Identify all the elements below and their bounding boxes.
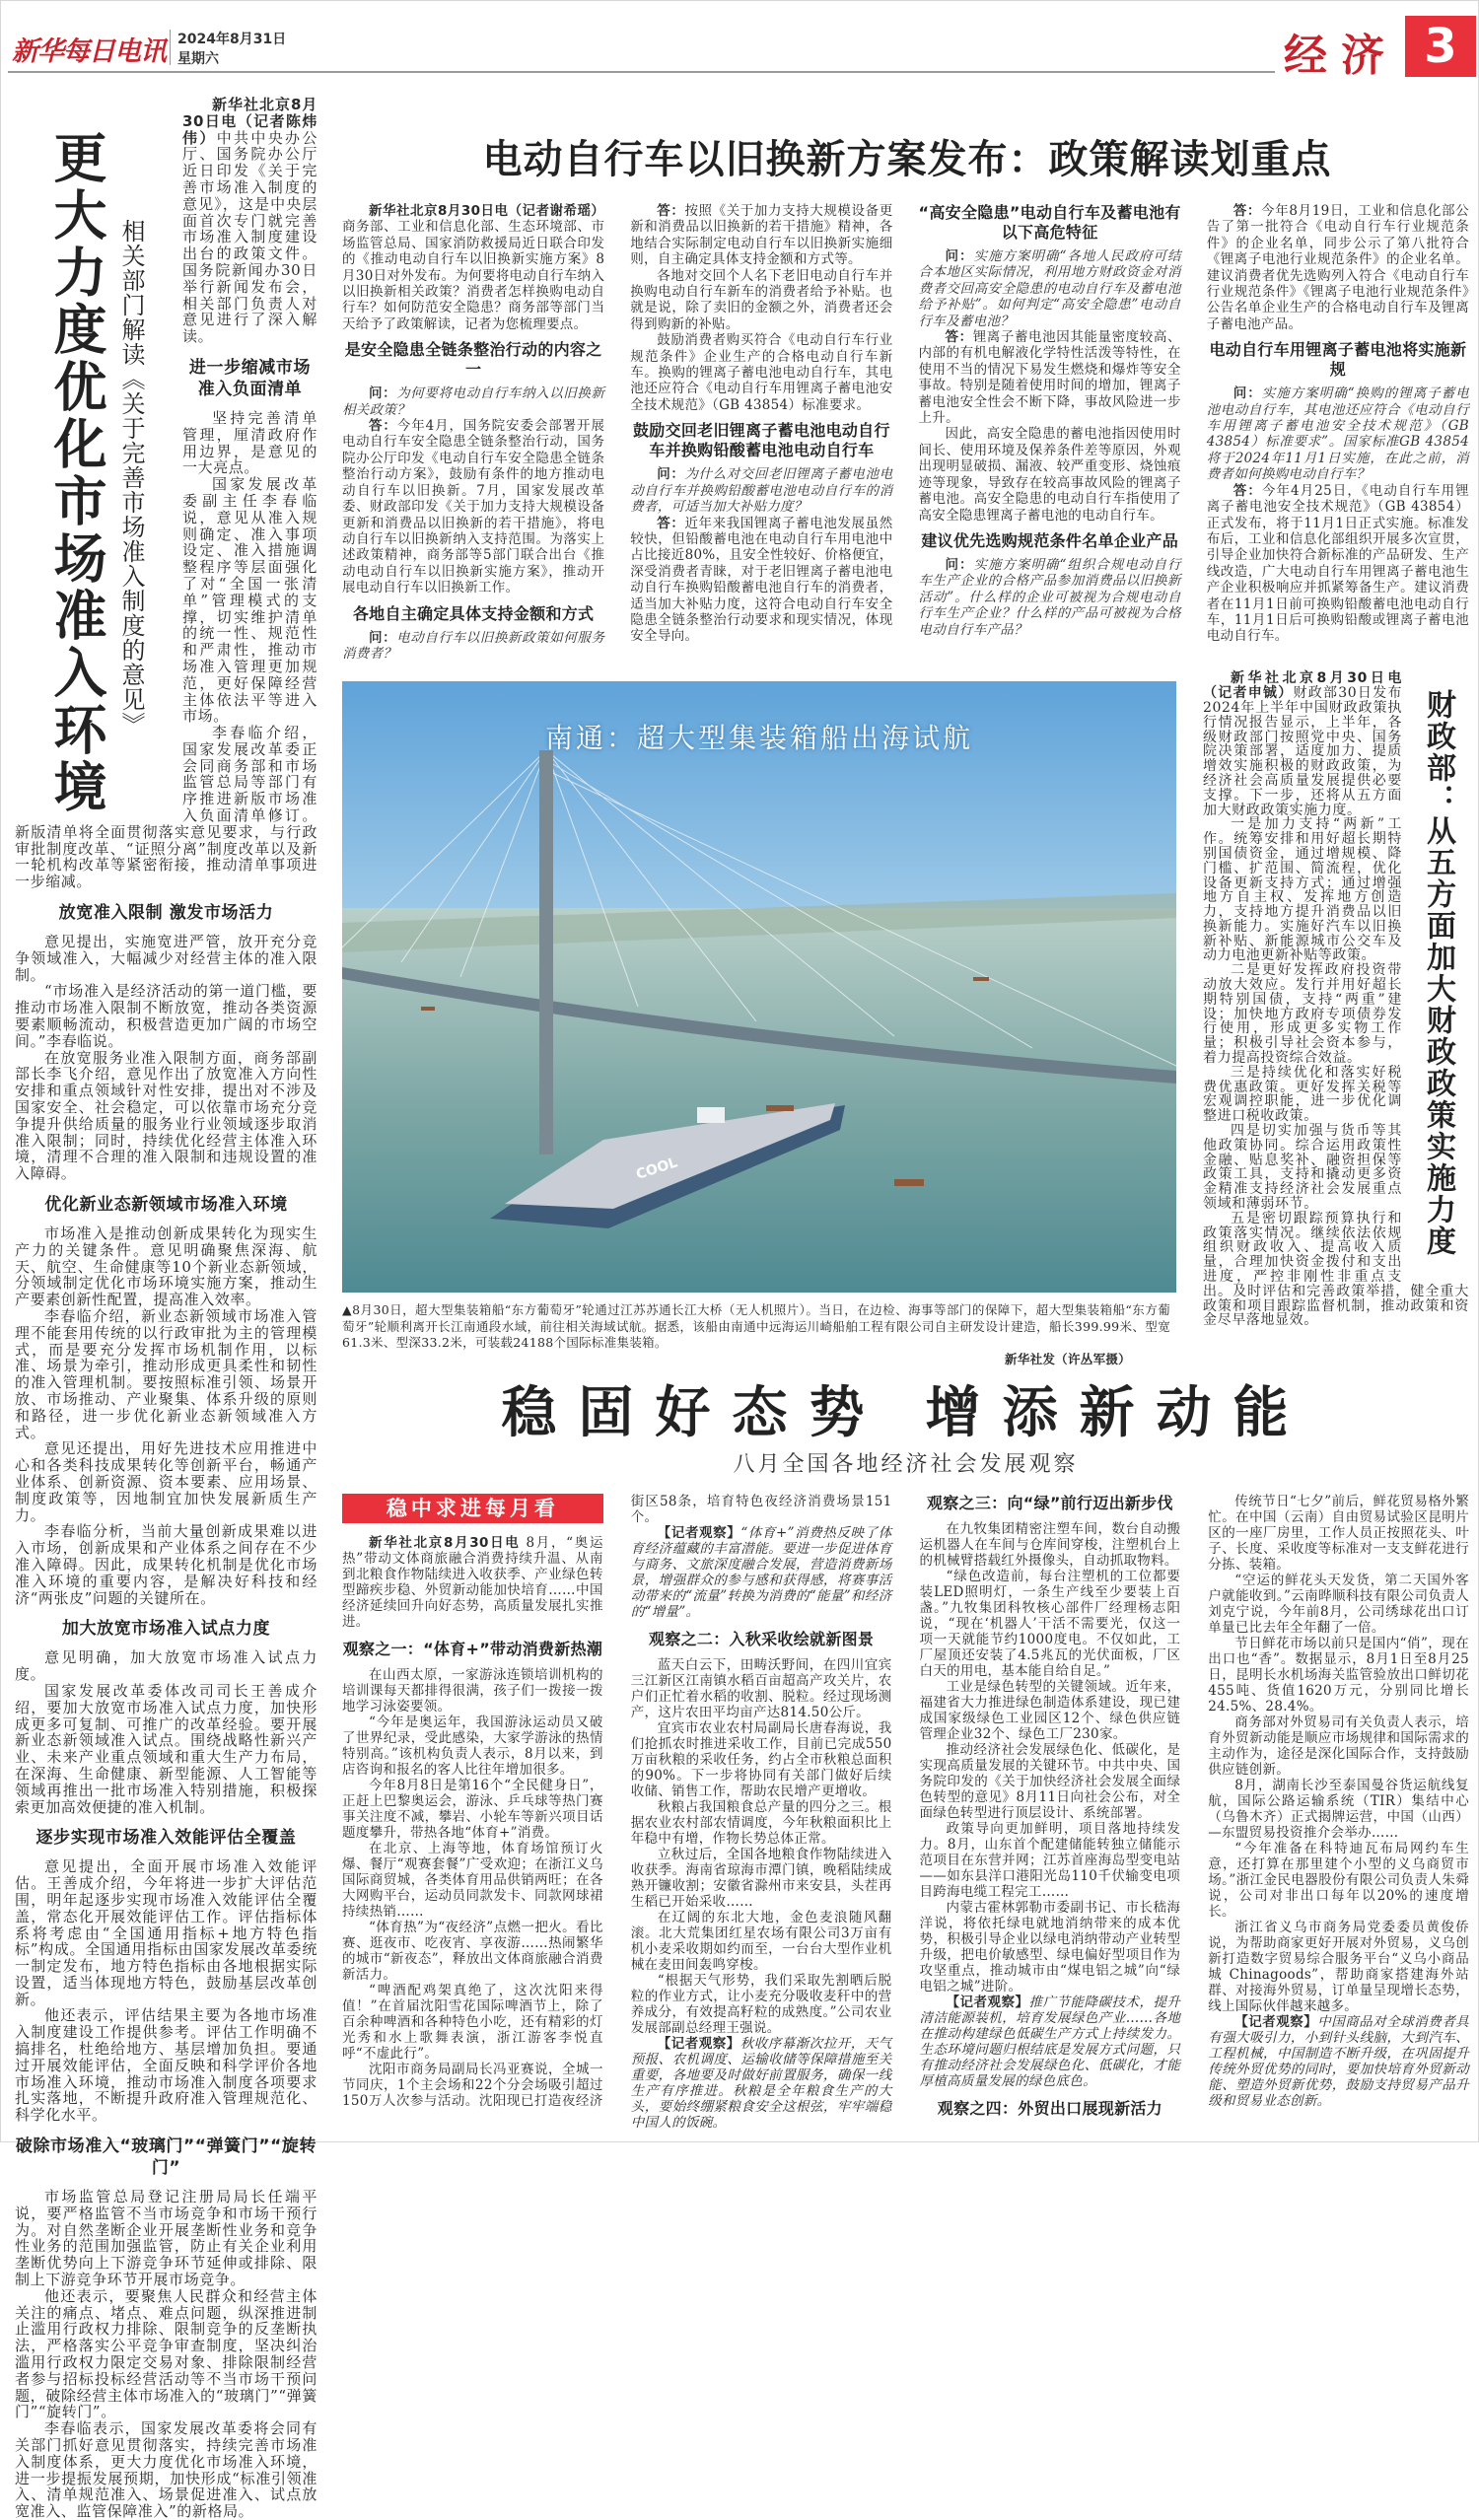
dateline-paragraph xyxy=(342,203,604,332)
section-heading xyxy=(15,1827,317,1849)
paragraph-text: 商务部、工业和信息化部、生态环境部、市场监管总局、国家消防救援局近日联合印发的《推动电动自行车以旧换新实施方案》8月30日对外发布。为何要将电动自行车纳入以旧换新相关政策？消费者怎样换购电动自行车？如何防范安全隐患？商务部等部门当天给予了政策解读，记者为您梳理要点。 xyxy=(342,219,605,332)
paragraph xyxy=(919,426,1181,523)
answer-paragraph xyxy=(1207,203,1469,332)
paragraph-text: “体育+”消费热反映了体育经济蕴藏的丰富潜能。要进一步促进体育与商务、文旅深度融合发展，营造消费新场景，增强群众的参与感和获得感，将赛事活动带来的“流量”转换为消费的“能量”和经济的“增量”。 xyxy=(630,1525,892,1621)
paragraph-text: 节日鲜花市场以前只是国内“俏”，现在出口也“香”。数据显示，8月1日至8月25日，昆明长水机场海关监管验放出口鲜切花455吨、货值1620万元，分别同比增长24.5%、28.4%。 xyxy=(1208,1636,1469,1715)
paragraph xyxy=(15,1225,317,1308)
photo-block xyxy=(342,681,1176,1367)
paragraph-text: 意见提出，全面开展市场准入效能评估。王善成介绍，今年将进一步扩大评估范围，明年起逐步实现市场准入效能评估全覆盖，常态化开展效能评估工作。评估指标体系将考虑由“全国通用指标+地方特色指标”构成。全国通用指标由国家发展改革委统一制定发布，地方特色指标由各地根据实际设置，适当体现地方特色，鼓励基层改革创新。 xyxy=(15,1857,317,2008)
paragraph xyxy=(15,1649,317,1683)
paragraph-text: 蓝天白云下，田畴沃野间，在四川宜宾三江新区江南镇水稻百亩超高产攻关片，农户们正忙着水稻的收割、脱粒。经过现场测产，这片农田平均亩产达814.50公斤。 xyxy=(630,1657,892,1721)
article-subheadline: 相关部门解读《关于完善市场准入制度的意见》 xyxy=(117,219,145,736)
question-paragraph xyxy=(919,557,1181,638)
finance-ministry-article xyxy=(1203,671,1469,1328)
paragraph-lead: 问： xyxy=(369,629,397,646)
paragraph-lead: 答： xyxy=(657,203,685,219)
paragraph xyxy=(15,1050,317,1182)
paragraph-text: 工业是绿色转型的关键领域。近年来，福建省大力推进绿色制造体系建设，现已建成国家级绿色工业园区12个、绿色供应链管理企业32个、绿色工厂230家。 xyxy=(919,1679,1181,1743)
paragraph xyxy=(920,1900,1181,1995)
paragraph-text: “啤酒配鸡架真绝了，这次沈阳来得值！”在首届沈阳雪花国际啤酒节上，除了百余种啤酒和各种特色小吃，还有精彩的灯光秀和水上歌舞表演，浙江游客李悦直呼“不虚此行”。 xyxy=(342,1983,603,2063)
paragraph-text: 锂离子蓄电池因其能量密度较高、内部的有机电解液化学特性活泼等特性，在使用不当的情况下易发生燃烧和爆炸等安全事故。特别是随着使用时间的增加，锂离子蓄电池安全性会不断下降，事故风险进一步上升。 xyxy=(918,329,1181,427)
newspaper-logo: 新华每日电讯 xyxy=(12,36,166,67)
paragraph-text: 放宽准入限制 激发市场活力 xyxy=(58,903,274,924)
paragraph-text: 按照《关于加力支持大规模设备更新和消费品以旧换新的若干措施》精神，各地结合实际制定电动自行车以旧换新实施细则，自主确定具体支持金额和方式等。 xyxy=(630,203,893,268)
paragraph-text: “市场准入是经济活动的第一道门槛，要推动市场准入限制不断放宽，推动各类资源要素顺畅流动，积极营造更加广阔的市场空间。”李春临说。 xyxy=(15,982,317,1050)
paragraph-text: 8月，“奥运热”带动文体商旅融合消费持续升温、从南到北粮食作物陆续进入收获季、产业绿色转型蹄疾步稳、外贸新动能加快培育……中国经济延续回升向好态势，高质量发展扎实推进。 xyxy=(342,1535,603,1631)
paragraph-lead: 【记者观察】 xyxy=(1234,2014,1318,2031)
paragraph-text: 在辽阔的东北大地，金色麦浪随风翻滚。北大荒集团红星农场有限公司3万亩有机小麦采收期如约而至，一台台大型作业机械在麦田间轰鸣穿梭。 xyxy=(630,1910,892,1974)
paragraph xyxy=(15,2288,317,2420)
paragraph-lead: 问： xyxy=(1232,385,1262,402)
paragraph xyxy=(631,1657,892,1720)
paragraph-text: 一是加力支持“两新”工作。统筹安排和用好超长期特别国债资金，通过增规模、降门槛、扩范围、简流程，优化设备更新支持方式；通过增强地方自主权、发挥地方创造力，支持地方提升消费品以旧换新能力。实施好汽车以旧换新补贴、新能源城市公交车及动力电池更新补贴等政策。 xyxy=(1203,816,1402,964)
photo-credit: 新华社发（许丛军摄） xyxy=(1004,1351,1131,1366)
photo-caption xyxy=(342,1302,1170,1367)
paragraph xyxy=(15,2007,317,2124)
paragraph-text: 二是更好发挥政府投资带动放大效应。发行并用好超长期特别国债，支持“两重”建设；加快地方政府专项债券发行使用，形成更多实物工作量；积极引导社会资本参与，着力提高投资综合效益。 xyxy=(1203,962,1402,1067)
bridge-ship-photo xyxy=(342,681,1176,1293)
paragraph-text: 浙江省义乌市商务局党委委员黄俊侨说，为帮助商家更好开展对外贸易，义乌创新打造数字贸易综合服务平台“义乌小商品城 Chinagoods”，帮助商家搭建海外站群、对接海外贸易，订单量呈现增长态势，线上国际伙伴越来越多。 xyxy=(1208,1920,1469,2015)
paragraph-text: 观察之二：入秋采收绘就新图景 xyxy=(649,1630,875,1649)
question-paragraph xyxy=(630,466,892,515)
paragraph-text: 优化新业态新领域市场准入环境 xyxy=(44,1195,288,1216)
paragraph xyxy=(15,934,317,983)
ev-article-body xyxy=(342,203,1469,662)
photo-overlay-title: 南通：超大型集装箱船出海试航 xyxy=(544,722,973,755)
paragraph-text: 中共中央办公厅、国务院办公厅近日印发《关于完善市场准入制度的意见》，这是中央层面首次专门就完善市场准入制度建设出台的政策文件。国务院新闻办30日举行新闻发布会，相关部门负责人对意见进行了深入解读。 xyxy=(182,128,317,346)
paragraph-text: 逐步实现市场准入效能评估全覆盖 xyxy=(35,1828,297,1849)
paragraph-text: 因此，高安全隐患的蓄电池指因使用时间长、使用环境及保养条件差等原因，外观出现明显破损、漏液、较严重变形、烧蚀痕迹等现象，导致存在较高事故风险的锂离子蓄电池。高安全隐患的电动自行车指使用了高安全隐患锂离子蓄电池的电动自行车。 xyxy=(918,426,1181,524)
paragraph-text: 实施方案明确“组织合规电动自行车生产企业的合格产品参加消费品以旧换新活动”。什么样的企业可被视为合规电动自行车生产企业？什么样的产品可被视为合格电动自行车产品？ xyxy=(918,556,1181,638)
paragraph xyxy=(342,1715,603,1778)
paragraph-text: 李春临表示，国家发展改革委将会同有关部门抓好意见贯彻落实，持续完善市场准入制度体系，更大力度优化市场准入环境，进一步提振发展预期，加快形成“标准引领准入、清单规范准入、场景促进准入、试点放宽准入、监管保障准入”的新格局。 xyxy=(15,2419,317,2520)
section-heading xyxy=(15,1194,317,1216)
paragraph-lead: 答： xyxy=(369,418,397,435)
paragraph-text: 沈阳市商务局副局长冯亚赛说，全城一节同庆，1个主会场和22个分会场吸引超过150万人次参与活动。沈阳现已打造夜经济街区58条，培育特色夜经济消费场景151个。 xyxy=(342,1494,892,2110)
dateline-paragraph xyxy=(342,1535,603,1630)
paragraph-text: “绿色改造前，每台注塑机的工位都要装LED照明灯，一条生产线至少要装上百盏。”九牧集团科牧核心部件厂经理杨志阳说，“现在‘机器人’干活不需要光，仅这一项一天就能节约1000度电。不仅如此，工厂屋顶还安装了4.5兆瓦的光伏面板，厂区白天的用电，基本能自给自足。” xyxy=(919,1569,1181,1680)
paragraph xyxy=(15,1523,317,1606)
paragraph xyxy=(631,1910,892,1973)
question-paragraph xyxy=(342,630,604,663)
paragraph-text: 近年来我国锂离子蓄电池发展虽然较快，但铅酸蓄电池在电动自行车用电池中占比接近80%，且安全性较好、价格便宜，深受消费者青睐，对于老旧锂离子蓄电池电动自行车换购铅酸蓄电池自行车的消费者，适当加大补贴力度，这符合电动自行车安全隐患全链条整治行动要求和现实情况，体现安全导向。 xyxy=(630,515,893,645)
reporter-observation xyxy=(1208,2014,1469,2109)
article-headline: 更大力度优化市场准入环境 xyxy=(45,130,108,816)
paragraph-text: 政策导向更加鲜明，项目落地持续发力。8月，山东首个配建储能转独立储能示范项目在东营并网；江苏首座海岛型变电站——如东县洋口港阳光岛110千伏输变电项目跨海电缆工程完工…… xyxy=(919,1821,1181,1901)
paragraph xyxy=(631,1973,892,2036)
paragraph-text: 四是切实加强与货币等其他政策协同。综合运用政策性金融、贴息奖补、融资担保等政策工具，支持和撬动更多资金精准支持经济社会发展重点领域和薄弱环节。 xyxy=(1203,1123,1402,1213)
section-heading xyxy=(1207,340,1469,380)
paragraph-text: 内蒙古霍林郭勒市委副书记、市长嵇海洋说，将依托绿电就地消纳带来的成本优势，积极引导企业以绿电消纳带动产业转型升级，把电价敏感型、绿电偏好型项目作为攻坚重点，推动城市由“煤电铝之城”向“绿电铝之城”进阶。 xyxy=(919,1900,1181,1995)
paragraph-text: 立秋过后，全国各地粮食作物陆续进入收获季。海南省琼海市潭门镇，晚稻陆续成熟开镰收割；安徽省滁州市来安县，头茬再生稻已开始采收…… xyxy=(630,1847,892,1911)
paragraph xyxy=(15,1683,317,1815)
paragraph-text: 国家发展改革委副主任李春临说，意见从准入规则确定、准入事项设定、准入措施调整程序等层面强化了对“全国一张清单”管理模式的支撑，切实维护清单的统一性、规范性和严肃性，推动市场准入管理更加规范，更好保障经营主体依法平等进入市场。 xyxy=(182,475,317,726)
paragraph-text: 财政部30日发布2024年上半年中国财政政策执行情况报告显示，上半年，各级财政部门按照党中央、国务院决策部署，适度加力、提质增效实施积极的财政政策，为经济社会高质量发展提供必要支撑。下一步，还将从五方面加大财政政策实施力度。 xyxy=(1203,685,1402,818)
paragraph-text: 为何要将电动自行车纳入以旧换新相关政策？ xyxy=(342,385,605,418)
paragraph-text: “今年是奥运年，我国游泳运动员又破了世界纪录，受此感染，大家学游泳的热情特别高。”该机构负责人表示，8月以来，到店咨询和报名的客人比往年增加很多。 xyxy=(342,1715,603,1779)
paragraph-lead: 【记者观察】 xyxy=(657,2036,740,2053)
paragraph-text: 是安全隐患全链条整治行动的内容之一 xyxy=(344,340,602,380)
paragraph-text: “体育热”为“夜经济”点燃一把火。看比赛、逛夜市、吃夜宵、享夜游……热闹繁华的城市“新夜态”，释放出文体商旅融合消费新活力。 xyxy=(342,1920,603,1984)
paragraph-text: 坚持完善清单管理，厘清政府作用边界，是意见的一大亮点。 xyxy=(182,408,317,477)
paragraph-text: 在放宽服务业准入限制方面，商务部副部长李飞介绍，意见作出了放宽准入方向性安排和重点领域针对性安排，提出对不涉及国家安全、社会稳定，可以依靠市场充分竞争提升供给质量的服务业行业领域逐步取消准入限制；同时，持续优化经营主体准入环境，清理不合理的准入限制和违规设置的准入障碍。 xyxy=(15,1048,317,1183)
paragraph-text: “空运的鲜花头天发货，第二天国外客户就能收到。”云南晔顺科技有限公司负责人刘克宁说，今年前8月，公司绣球花出口订单量已比去年全年翻了一倍。 xyxy=(1208,1573,1469,1637)
paragraph-lead: 答： xyxy=(1232,203,1262,219)
section-name: 经济 xyxy=(1284,31,1398,81)
caption-text: ▲8月30日，超大型集装箱船“东方葡萄牙”轮通过江苏苏通长江大桥（无人机照片）。当日，在边检、海事等部门的保障下，超大型集装箱船“东方葡萄牙”轮顺利离开长江南通段水域，前往相关海域试航。据悉，该船由南通中远海运川崎船舶工程有限公司自主研发设计建造，船长399.99米、型宽61.3米、型深33.2米，可装载24188个国际标准集装箱。 xyxy=(342,1302,1170,1351)
section-heading xyxy=(920,1494,1181,1513)
paragraph-lead: 【记者观察】 xyxy=(946,1995,1029,2011)
answer-paragraph xyxy=(919,329,1181,426)
paragraph-lead: 问： xyxy=(945,556,974,573)
paragraph-text: 在九牧集团精密注塑车间，数台自动搬运机器人在车间与仓库间穿梭，注塑机台上的机械臂搭载红外摄像头，自动抓取物料。 xyxy=(919,1521,1181,1570)
economy-article-paragraphs xyxy=(342,1494,1469,2131)
paragraph-text: 他还表示，要聚焦人民群众和经营主体关注的痛点、堵点、难点问题，纵深推进制止滥用行政权力排除、限制竞争的反垄断执法，严格落实公平竞争审查制度，坚决纠治滥用行政权力限定交易对象、排除限制经营者参与招标投标经营活动等不当市场干预问题，破除经营主体市场准入的“玻璃门”“弹簧门”“旋转门”。 xyxy=(15,2286,317,2421)
paragraph-lead: 问： xyxy=(657,466,685,483)
column-banner: 稳中求进每月看 xyxy=(342,1494,603,1523)
paragraph-lead: 问： xyxy=(369,385,397,402)
paragraph-lead: 答： xyxy=(657,515,685,531)
paragraph-text: 电动自行车以旧换新政策如何服务消费者？ xyxy=(342,629,605,662)
economy-subheadline: 八月全国各地经济社会发展观察 xyxy=(733,1452,1079,1478)
finance-title-block xyxy=(1408,671,1469,1275)
paragraph-text: 他还表示，评估结果主要为各地市场准入制度建设工作提供参考。评估工作明确不搞排名，杜绝给地方、基层增加负担。要通过开展效能评估，全面反映和科学评价各地市场准入环境，推动市场准入制度各项要求扎实落地，不断提升政府准入管理规范化、科学化水平。 xyxy=(15,2006,317,2125)
reporter-observation xyxy=(631,1525,892,1620)
paragraph-text: “根据天气形势，我们采取先割晒后脱粒的作业方式，让小麦充分吸收麦秆中的营养成分，有效提高籽粒的成熟度。”公司农业发展部副总经理王强说。 xyxy=(630,1973,892,2037)
paragraph-lead: 问： xyxy=(945,248,974,264)
paragraph xyxy=(15,1440,317,1523)
paragraph-text: “高安全隐患”电动自行车及蓄电池有以下高危特征 xyxy=(918,203,1181,242)
section-heading xyxy=(342,340,604,380)
issue-date: 2024年8月31日 xyxy=(177,32,287,47)
paragraph-text: 进一步缩减市场准入负面清单 xyxy=(188,357,312,399)
paragraph-text: 建议优先选购规范条件名单企业产品 xyxy=(921,530,1179,550)
paragraph xyxy=(15,1308,317,1440)
answer-paragraph xyxy=(342,418,604,595)
paragraph xyxy=(631,1799,892,1847)
paragraph-text: 市场准入是推动创新成果转化为现实生产力的关键条件。意见明确聚焦深海、航天、航空、生命健康等10个新业态新领域，分领域制定优化市场环境实施方案，推动生产要素创新性配置，提高准入效率。 xyxy=(15,1225,317,1309)
question-paragraph xyxy=(1207,385,1469,482)
paragraph-lead: 【记者观察】 xyxy=(657,1525,741,1542)
paragraph xyxy=(342,1841,603,1920)
paragraph-lead: 新华社北京8月30日电 xyxy=(369,1535,521,1552)
paragraph xyxy=(15,1858,317,2007)
paragraph-lead: 新华社北京8月30日电（记者谢希瑶） xyxy=(369,203,605,219)
paragraph-text: 观察之三：向“绿”前行迈出新步伐 xyxy=(926,1494,1173,1513)
middle-content xyxy=(342,203,1469,2131)
news-photo xyxy=(342,681,1176,1293)
page-number-badge: 3 xyxy=(1405,16,1476,77)
ev-article-headline: 电动自行车以旧换新方案发布：政策解读划重点 xyxy=(482,137,1332,182)
paragraph-text: 电动自行车用锂离子蓄电池将实施新规 xyxy=(1209,340,1467,380)
paragraph xyxy=(920,1521,1181,1569)
section-heading xyxy=(919,531,1181,551)
paragraph-text: 今年4月25日，《电动自行车用锂离子蓄电池安全技术规范》（GB 43854）正式发布，将于11月1日正式实施。标准发布后，工业和信息化部组织开展多次宣贯，引导企业加快符合新标准的产品研发、生产线改造，广大电动自行车用锂离子蓄电池生产企业积极响应并抓紧筹备生产。建议消费者在11月1日前可换购铅酸蓄电池电动自行车，11月1日后可换购铅酸或锂离子蓄电池电动自行车。 xyxy=(1206,482,1469,645)
paragraph-text: 今年8月8日是第16个“全民健身日”，正赶上巴黎奥运会，游泳、乒乓球等热门赛事关注度不减，攀岩、小轮车等新兴项目话题度攀升，带热各地“体育+”消费。 xyxy=(342,1778,603,1842)
section-heading xyxy=(919,203,1181,243)
paragraph-text: 今年4月，国务院安委会部署开展电动自行车安全隐患全链条整治行动，国务院办公厅印发《电动自行车安全隐患全链条整治行动方案》，鼓励有条件的地方推动电动自行车以旧换新。7月，国家发展改革委、财政部印发《关于加力支持大规模设备更新和消费品以旧换新的若干措施》，将电动自行车以旧换新纳入支持范围。为落实上述政策精神，商务部等5部门联合出台《推动电动自行车以旧换新实施方案》，推动开展电动自行车以旧换新工作。 xyxy=(342,418,605,596)
paragraph-text: 宜宾市农业农村局副局长唐春海说，我们抢抓农时推进采收工作，目前已完成550万亩秋粮的采收任务，约占全市秋粮总面积的90%。下一步将协同有关部门做好后续收储、销售工作，帮助农民增产更增收。 xyxy=(630,1720,892,1800)
economy-article-body xyxy=(342,1494,1469,2131)
paragraph-text: 实施方案明确“换购的锂离子蓄电池电动自行车，其电池还应符合《电动自行车用锂离子蓄电池安全技术规范》（GB 43854）标准要求”。国家标准GB 43854将于2024年11月1日实施，在此之前，消费者如何换购电动自行车？ xyxy=(1206,385,1469,483)
paragraph xyxy=(1208,1841,1469,1920)
header-rule xyxy=(8,71,1275,73)
paragraph-text: 鼓励消费者购买符合《电动自行车行业规范条件》企业生产的合格电动自行车新车。换购的锂离子蓄电池电动自行车，其电池还应符合《电动自行车用锂离子蓄电池安全技术规范》（GB 43854）标准要求。 xyxy=(630,332,893,413)
answer-paragraph xyxy=(630,516,892,645)
paragraph xyxy=(1208,1573,1469,1636)
paragraph xyxy=(631,1847,892,1910)
paragraph xyxy=(631,1720,892,1799)
bridge-tower xyxy=(539,750,553,1155)
question-paragraph xyxy=(919,248,1181,329)
paragraph xyxy=(1208,1715,1469,1778)
paragraph-lead: 答： xyxy=(1232,482,1262,499)
paragraph-text: 今年8月19日，工业和信息化部公告了第一批符合《电动自行车行业规范条件》的企业名单，同步公示了第八批符合《锂离子电池行业规范条件》的企业名单。建议消费者优先选购列入符合《电动自行车行业规范条件》《锂离子电池行业规范条件》公告名单企业生产的合格电动自行车及锂离子蓄电池产品。 xyxy=(1206,203,1469,332)
paragraph-text: 破除市场准入“玻璃门”“弹簧门”“旋转门” xyxy=(15,2136,317,2179)
economy-headline xyxy=(342,1381,1469,1444)
paragraph-text: 商务部对外贸易司有关负责人表示，培育外贸新动能是顺应市场规律和国际需求的主动作为，途径是深化国际合作，支持鼓励供应链创新。 xyxy=(1208,1715,1469,1779)
paragraph-lead: 答： xyxy=(945,329,973,346)
paragraph-text: 李春临介绍，国家发展改革委正会同商务部和市场监管总局等部门有序推进新版市场准入负面清单修订。新版清单将全面贯彻落实意见要求，与行政审批制度改革、“证照分离”制度改革以及新一轮机构改革等紧密衔接，推动清单事项进一步缩减。 xyxy=(15,724,317,891)
paragraph xyxy=(1208,1778,1469,1841)
paragraph-text: 为什么对交回老旧锂离子蓄电池电动自行车并换购铅酸蓄电池电动自行车的消费者，可适当加大补贴力度？ xyxy=(630,466,893,516)
section-heading xyxy=(15,1618,317,1640)
question-paragraph xyxy=(342,385,604,418)
headline-part-2: 增添新动能 xyxy=(925,1380,1310,1446)
paragraph xyxy=(1208,1636,1469,1715)
paragraph xyxy=(342,1778,603,1841)
paragraph-text: 实施方案明确“各地人民政府可结合本地区实际情况，利用地方财政资金对消费者交回高安全隐患的电动自行车及蓄电池给予补贴”。如何判定“高安全隐患”电动自行车及蓄电池？ xyxy=(918,248,1181,329)
paragraph-text: 在北京、上海等地，体育场馆预订火爆、餐厅“观赛套餐”广受欢迎；在浙江义乌国际商贸城，各类体育用品供销两旺；在各大网购平台，运动员同款发卡、同款网球裙持续热销…… xyxy=(342,1841,603,1921)
paragraph-text: 意见提出，实施宽进严管，放开充分竞争领域准入，大幅减少对经营主体的准入限制。 xyxy=(15,933,317,984)
reporter-observation xyxy=(920,1995,1181,2089)
paragraph xyxy=(920,1569,1181,1679)
market-access-article xyxy=(15,97,317,2520)
paragraph-text: 推动经济社会发展绿色化、低碳化，是实现高质量发展的关键环节。中共中央、国务院印发的《关于加快经济社会发展全面绿色转型的意见》8月11日向社会公布，对全面绿色转型进行顶层设计、系统部署。 xyxy=(919,1742,1181,1822)
paragraph xyxy=(920,1821,1181,1900)
paragraph xyxy=(15,2189,317,2288)
paragraph xyxy=(630,332,892,413)
paragraph-text: 意见还提出，用好先进技术应用推进中心和各类科技成果转化等创新平台，畅通产业体系、创新资源、资本要素、应用场景、制度政策等，因地制宜加快发展新质生产力。 xyxy=(15,1439,317,1524)
paragraph xyxy=(342,1920,603,1983)
paragraph-text: 意见明确，加大放宽市场准入试点力度。 xyxy=(15,1648,317,1684)
section-heading xyxy=(631,1630,892,1649)
paragraph-text: 观察之一：“体育+”带动消费新热潮 xyxy=(342,1640,603,1659)
finance-article-headline: 财政部：从五方面加大财政政策实施力度 xyxy=(1421,689,1455,1258)
paragraph-text: 秋收序幕渐次拉开，天气预报、农机调度、运输收储等保障措施至关重要，各地要及时做好前置服务，确保一线生产有序推进。秋粮是全年粮食生产的大头，要始终绷紧粮食安全这根弦，牢牢端稳中国人的饭碗。 xyxy=(630,2036,892,2132)
paragraph-text: 8月，湖南长沙至泰国曼谷货运航线复航，国际公路运输系统（TIR）集结中心（乌鲁木齐）正式揭牌运营，中国（山西）—东盟贸易投资推介会举办…… xyxy=(1208,1778,1469,1842)
answer-paragraph xyxy=(630,203,892,268)
section-heading xyxy=(15,902,317,924)
paragraph-text: 市场监管总局登记注册局局长任端平说，要严格监管不当市场竞争和市场干预行为。对自然垄断企业开展垄断性业务和竞争性业务的范围加强监管，防止有关企业利用垄断优势向上下游竞争环节延伸或排除、限制上下游竞争环节开展市场竞争。 xyxy=(15,2188,317,2289)
paragraph xyxy=(342,1667,603,1715)
paragraph-text: 传统节日“七夕”前后，鲜花贸易格外繁忙。在中国（云南）自由贸易试验区昆明片区的一座厂房里，工作人员正按照花头、叶子、长度、采收度等标准对一支支鲜花进行分拣、装箱。 xyxy=(1208,1494,1469,1574)
answer-paragraph xyxy=(1207,483,1469,645)
paragraph-text: 秋粮占我国粮食总产量的四分之三。根据农业农村部农情调度，今年秋粮面积比上年稳中有增，作物长势总体正常。 xyxy=(630,1799,892,1848)
paragraph xyxy=(920,1679,1181,1742)
paragraph xyxy=(630,268,892,333)
photo-finance-row xyxy=(342,670,1469,1367)
paragraph-text: 各地自主确定具体支持金额和方式 xyxy=(352,603,595,623)
paragraph xyxy=(1208,1920,1469,2014)
reporter-observation xyxy=(631,2036,892,2131)
paragraph xyxy=(920,1742,1181,1821)
paragraph xyxy=(342,1983,603,2062)
issue-date-block xyxy=(177,30,286,69)
paragraph-text: 五是密切跟踪预算执行和政策落实情况。继续依法依规组织财政收入、提高收入质量，合理加快资金拨付和支出进度，严控非刚性非重点支出。及时评估和完善政策举措，健全重大政策和项目跟踪监督机制，推动政策和资金尽早落地显效。 xyxy=(1203,1210,1469,1329)
paragraph-text: 各地对交回个人名下老旧电动自行车并换购电动自行车新车的消费者给予补贴。也就是说，除了卖旧的金额之外，消费者还会得到购新的补贴。 xyxy=(630,267,893,332)
paragraph-text: 观察之四：外贸出口展现新活力 xyxy=(937,2099,1162,2119)
section-heading xyxy=(920,2099,1181,2119)
paragraph-text: 三是持续优化和落实好税费优惠政策。更好发挥关税等宏观调控职能，进一步优化调整进口税收政策。 xyxy=(1203,1064,1402,1125)
river xyxy=(342,908,1176,1293)
paragraph-text: 推广节能降碳技术，提升清洁能源装机，培育发展绿色产业……各地在推动构建绿色低碳生产方式上持续发力。生态环境问题归根结底是发展方式问题，只有推动经济社会发展绿色化、低碳化，才能厚植高质量发展的绿色底色。 xyxy=(919,1995,1181,2090)
paragraph-text: “今年准备在科特迪瓦布局网约车生意，还打算在那里建个小型的义乌商贸市场。”浙江金民电器股份有限公司负责人朱舜说，公司对非出口每年以20%的速度增长。 xyxy=(1208,1841,1469,1921)
section-heading xyxy=(342,604,604,624)
headline-part-1: 稳固好态势 xyxy=(501,1380,886,1446)
paragraph-lead: 新华社北京8月30日电（记者陈炜伟） xyxy=(182,96,317,147)
header-divider xyxy=(170,30,171,65)
paragraph xyxy=(1208,1494,1469,1573)
issue-weekday: 星期六 xyxy=(177,51,219,67)
paragraph-text: 国家发展改革委体改司司长王善成介绍，要加大放宽市场准入试点力度，加快形成更多可复制、可推广的改革经验。要开展新业态新领域准入试点。围绕战略性新兴产业、未来产业重点领域和重大生产力布局，在深海、生命健康、新型能源、人工智能等领域再推出一批市场准入特别措施，积极探索更加高效便捷的准入机制。 xyxy=(15,1681,317,1816)
paragraph xyxy=(15,2420,317,2520)
paragraph-text: 鼓励交回老旧锂离子蓄电池电动自行车并换购铅酸蓄电池电动自行车 xyxy=(632,421,890,460)
section-heading xyxy=(342,1640,603,1659)
paragraph-text: 中国商品对全球消费者具有强大吸引力，小到针头线脑，大到汽车、工程机械，中国制造不断升级，在巩固提升传统外贸优势的同时，要加快培育外贸新动能、塑造外贸新优势，鼓励支持贸易产品升级和贸易业态创新。 xyxy=(1208,2014,1469,2110)
paragraph-text: 李春临分析，当前大量创新成果难以进入市场，创新成果和产业体系之间存在不少准入障碍。因此，成果转化机制是优化市场准入环境的重要内容，是解决好科技和经济“两张皮”问题的关键所在。 xyxy=(15,1522,317,1607)
paragraph-text: 在山西太原，一家游泳连锁培训机构的培训课每天都排得很满，孩子们一拨接一拨地学习泳姿要领。 xyxy=(342,1667,603,1715)
paragraph-text: 李春临介绍，新业态新领域市场准入管理不能套用传统的以行政审批为主的管理模式，而是要充分发挥市场机制作用，以标准、场景为牵引，推动形成更具柔性和韧性的准入管理机制。要按照标准引领、场景开放、市场推动、产业聚集、体系升级的原则和路径，进一步优化新业态新领域准入方式。 xyxy=(15,1307,317,1441)
section-heading xyxy=(630,421,892,460)
paragraph-text: 加大放宽市场准入试点力度 xyxy=(61,1619,271,1640)
ship-logo: COOL xyxy=(634,1155,680,1184)
paragraph xyxy=(15,983,317,1049)
article-title-block xyxy=(15,97,182,821)
paragraph-lead: 新华社北京8月30日电（记者申铖） xyxy=(1203,670,1402,702)
